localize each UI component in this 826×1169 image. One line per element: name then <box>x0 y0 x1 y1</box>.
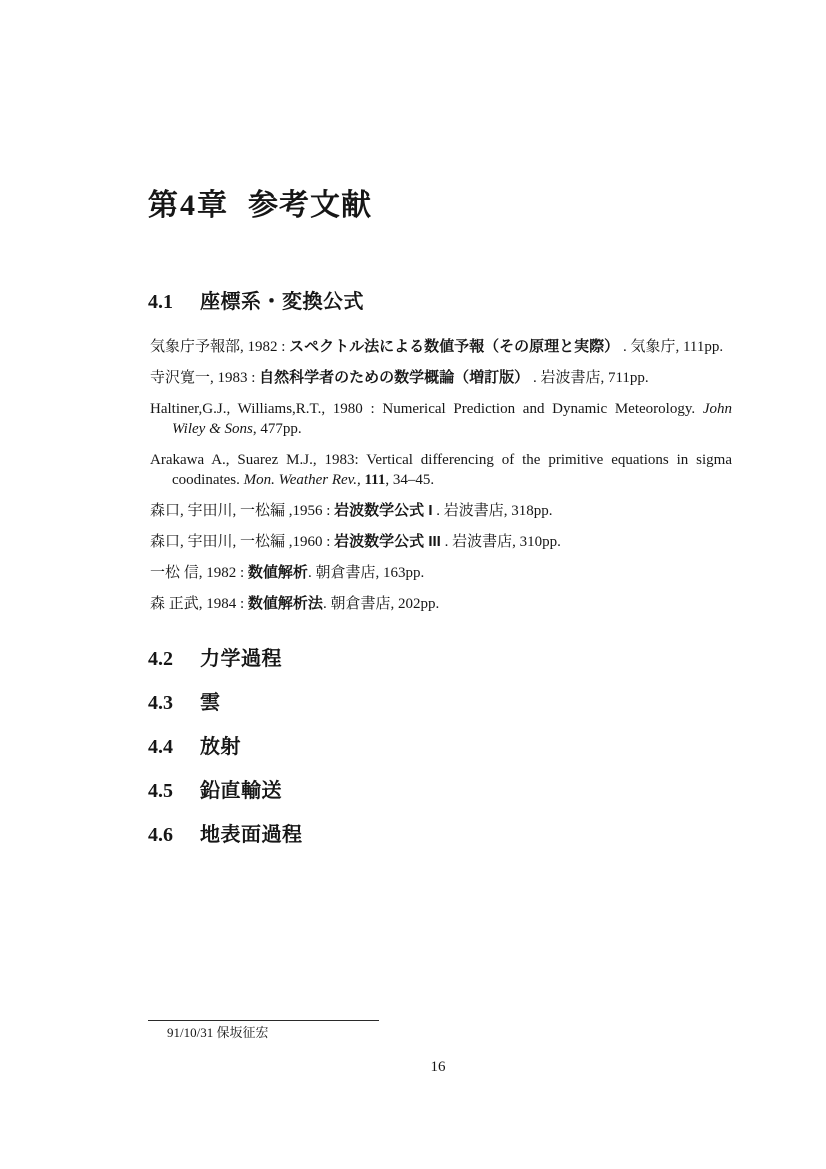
chapter-title: 参考文献 <box>248 189 372 222</box>
reference-text-segment: . 気象庁, 111pp. <box>619 339 724 355</box>
reference-entry <box>150 450 732 490</box>
footnote-rule <box>148 1020 379 1021</box>
reference-text-segment: 岩波数学公式 III <box>334 533 441 550</box>
reference-text-segment: Arakawa A., Suarez M.J., 1983: Vertical differencing of the primitive equations in sigma coodinates. <box>150 452 732 488</box>
reference-text-segment: スペクトル法による数値予報（その原理と実際） <box>289 338 620 355</box>
reference-entry <box>150 532 732 552</box>
section-heading-4-5 <box>148 780 303 802</box>
reference-entry <box>150 501 732 521</box>
reference-text-segment: , <box>356 472 365 488</box>
reference-text-segment: 一松 信, 1982 : <box>150 565 248 581</box>
reference-text-segment: 数値解析 <box>247 564 308 581</box>
section-heading-4-1 <box>148 291 364 313</box>
reference-text-segment: , 34–45. <box>385 472 435 488</box>
section-list <box>148 648 303 846</box>
reference-text-segment: 森口, 宇田川, 一松編 ,1960 : <box>150 534 335 550</box>
reference-text-segment: 森口, 宇田川, 一松編 ,1956 : <box>150 503 335 519</box>
reference-text-segment: John Wiley & Sons <box>172 401 732 437</box>
chapter-heading <box>148 189 372 223</box>
section-title: 地表面過程 <box>200 824 303 846</box>
reference-entry <box>150 563 732 583</box>
section-number: 4.6 <box>148 824 173 846</box>
section-heading-4-4 <box>148 736 303 758</box>
reference-entry <box>150 594 732 614</box>
reference-text-segment: , 477pp. <box>252 421 302 437</box>
reference-text-segment: 岩波数学公式 I <box>334 502 433 519</box>
reference-text-segment: 寺沢寛一, 1983 : <box>150 370 260 386</box>
reference-text-segment: 森 正武, 1984 : <box>150 596 248 612</box>
reference-entry <box>150 399 732 439</box>
section-number: 4.3 <box>148 692 173 714</box>
chapter-label-pre: 第 <box>148 189 178 222</box>
reference-text-segment: 数値解析法 <box>247 595 323 612</box>
chapter-label <box>148 189 227 222</box>
section-heading-4-3 <box>148 692 303 714</box>
reference-text-segment: . 岩波書店, 318pp. <box>432 503 553 519</box>
section-title: 放射 <box>200 736 241 758</box>
section-number: 4.5 <box>148 780 173 802</box>
section-number: 4.2 <box>148 648 173 670</box>
section-heading-4-2 <box>148 648 303 670</box>
section-title: 鉛直輸送 <box>200 780 282 802</box>
reference-text-segment: . 岩波書店, 711pp. <box>529 370 649 386</box>
reference-text-segment: 自然科学者のための数学概論（増訂版） <box>259 369 530 386</box>
section-title: 雲 <box>200 692 221 714</box>
chapter-label-post: 章 <box>197 189 227 222</box>
reference-text-segment: . 岩波書店, 310pp. <box>440 534 561 550</box>
reference-entry <box>150 337 732 357</box>
section-title: 力学過程 <box>200 648 282 670</box>
section-heading-4-6 <box>148 824 303 846</box>
footnote-text: 91/10/31 保坂征宏 <box>167 1025 269 1040</box>
reference-text-segment: . 朝倉書店, 163pp. <box>307 565 425 581</box>
reference-text-segment: . 朝倉書店, 202pp. <box>322 596 440 612</box>
reference-text-segment: Haltiner,G.J., Williams,R.T., 1980 : Numerical Prediction and Dynamic Meteorology. <box>150 401 703 417</box>
section-title: 座標系・変換公式 <box>200 291 364 313</box>
section-number: 4.4 <box>148 736 173 758</box>
reference-entry <box>150 368 732 388</box>
chapter-label-number: 4 <box>180 189 195 222</box>
reference-text-segment: 気象庁予報部, 1982 : <box>150 339 290 355</box>
references-list <box>150 337 732 625</box>
reference-text-segment: Mon. Weather Rev. <box>243 472 357 488</box>
section-number: 4.1 <box>148 291 173 313</box>
page-number: 16 <box>430 1059 446 1075</box>
reference-text-segment: 111 <box>364 472 386 488</box>
